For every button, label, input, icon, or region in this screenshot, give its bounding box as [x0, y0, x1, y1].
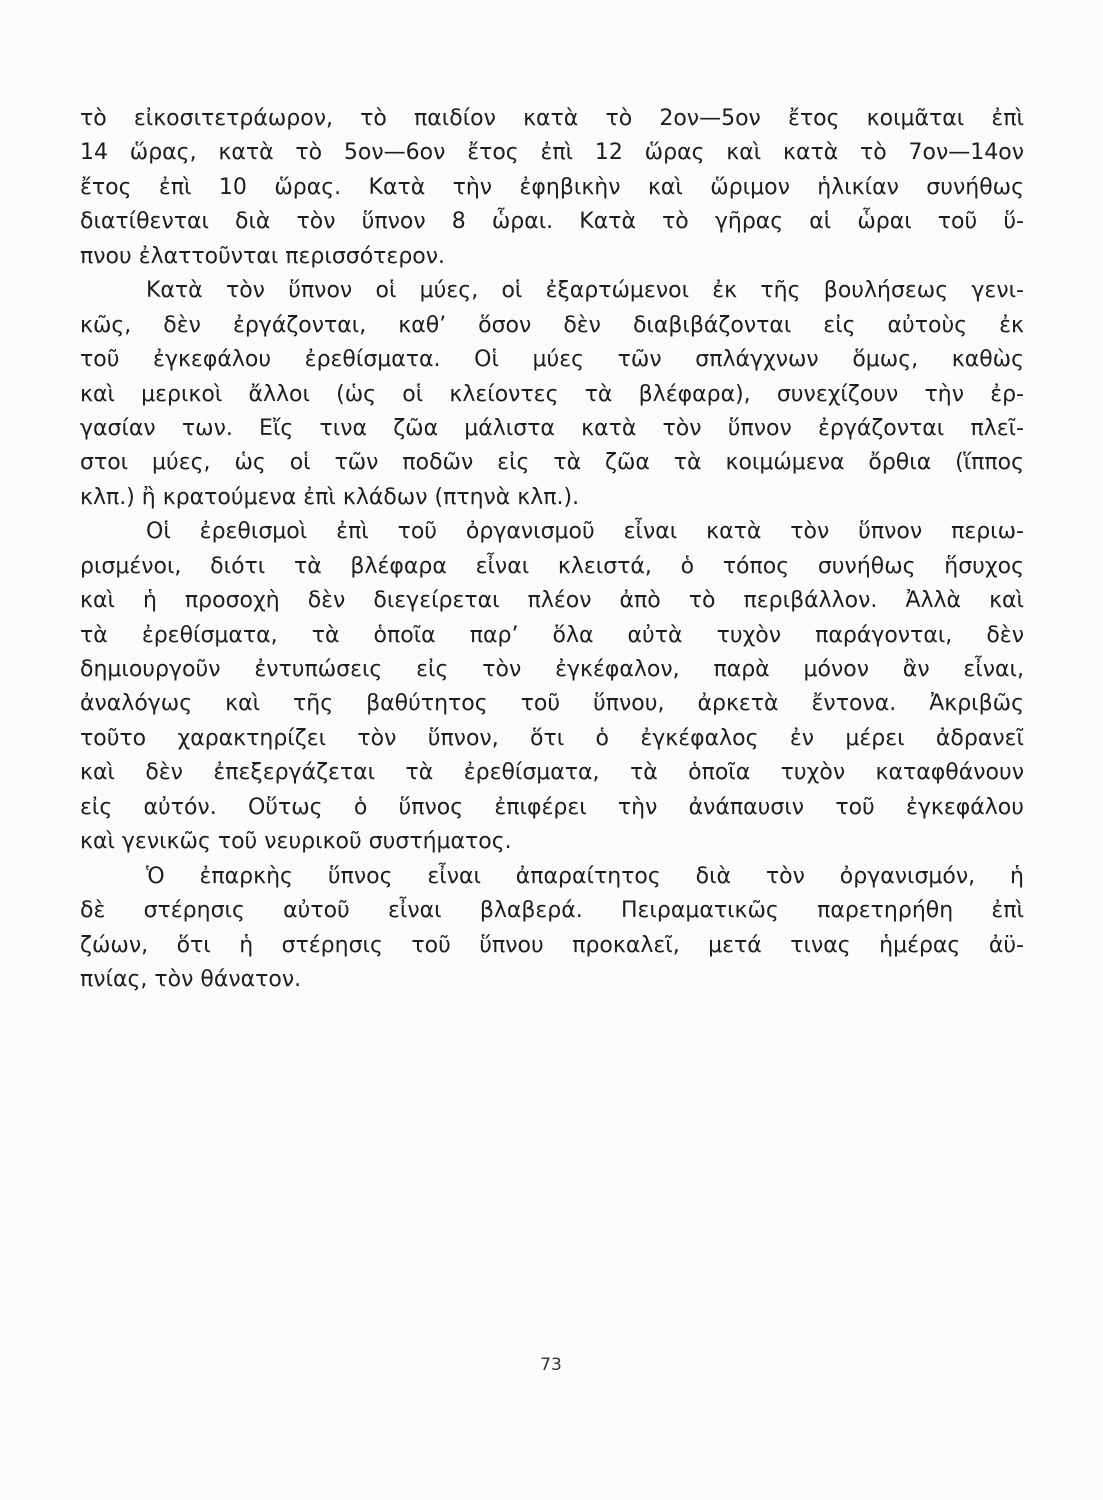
- text-line: 14 ὥρας, κατὰ τὸ 5ον—6ον ἔτος ἐπὶ 12 ὥρας καὶ κατὰ τὸ 7ον—14ον: [80, 140, 1024, 166]
- text-line: ἀναλόγως καὶ τῆς βαθύτητος τοῦ ὕπνου, ἀρκετὰ ἔντονα. Ἀκριβῶς: [80, 691, 1024, 717]
- text-line: τοῦτο χαρακτηρίζει τὸν ὕπνον, ὅτι ὁ ἐγκέφαλος ἐν μέρει ἀδρανεῖ: [80, 725, 1024, 751]
- text-line: τοῦ ἐγκεφάλου ἐρεθίσματα. Οἱ μύες τῶν σπλάγχνων ὅμως, καθὼς: [80, 347, 1024, 373]
- text-line: γασίαν των. Εἴς τινα ζῶα μάλιστα κατὰ τὸν ὕπνον ἐργάζονται πλεῖ-: [80, 415, 1024, 441]
- paragraph-first-line: Οἱ ἐρεθισμοὶ ἐπὶ τοῦ ὀργανισμοῦ εἶναι κατὰ τὸν ὕπνον περιω-: [146, 519, 1024, 545]
- text-line: καὶ δὲν ἐπεξεργάζεται τὰ ἐρεθίσματα, τὰ ὁποῖα τυχὸν καταφθάνουν: [80, 760, 1024, 786]
- text-line: τὰ ἐρεθίσματα, τὰ ὁποῖα παρ’ ὅλα αὐτὰ τυχὸν παράγονται, δὲν: [80, 622, 1024, 648]
- body-text: [80, 102, 1024, 997]
- text-line: ρισμένοι, διότι τὰ βλέφαρα εἶναι κλειστά, ὁ τόπος συνήθως ἥσυχος: [80, 553, 1024, 579]
- text-line: διατίθενται διὰ τὸν ὕπνον 8 ὧραι. Κατὰ τὸ γῆρας αἱ ὧραι τοῦ ὕ-: [80, 209, 1024, 235]
- paragraph-first-line: Κατὰ τὸν ὕπνον οἱ μύες, οἱ ἐξαρτώμενοι ἐκ τῆς βουλήσεως γενι-: [146, 278, 1024, 304]
- text-line: ζώων, ὅτι ἡ στέρησις τοῦ ὕπνου προκαλεῖ, μετά τινας ἡμέρας ἀϋ-: [80, 932, 1024, 958]
- text-line: πνου ἐλαττοῦνται περισσότερον.: [80, 243, 446, 269]
- text-line: καὶ μερικοὶ ἄλλοι (ὡς οἱ κλείοντες τὰ βλέφαρα), συνεχίζουν τὴν ἐρ-: [80, 381, 1024, 407]
- text-line: δημιουργοῦν ἐντυπώσεις εἰς τὸν ἐγκέφαλον, παρὰ μόνον ἂν εἶναι,: [80, 657, 1024, 682]
- text-line: δὲ στέρησις αὐτοῦ εἶναι βλαβερά. Πειραματικῶς παρετηρήθη ἐπὶ: [80, 898, 1024, 924]
- text-line: κλπ.) ἢ κρατούμενα ἐπὶ κλάδων (πτηνὰ κλπ.).: [80, 484, 580, 510]
- text-line: κῶς, δὲν ἐργάζονται, καθ’ ὅσον δὲν διαβιβάζονται εἰς αὐτοὺς ἐκ: [80, 312, 1024, 338]
- text-line: στοι μύες, ὡς οἱ τῶν ποδῶν εἰς τὰ ζῶα τὰ κοιμώμενα ὄρθια (ἵππος: [80, 450, 1024, 476]
- text-line: ἔτος ἐπὶ 10 ὥρας. Κατὰ τὴν ἐφηβικὴν καὶ ὥριμον ἡλικίαν συνήθως: [80, 174, 1024, 200]
- text-line: πνίας, τὸν θάνατον.: [80, 966, 302, 992]
- page-number: 73: [540, 1355, 562, 1375]
- paragraph-first-line: Ὁ ἐπαρκὴς ὕπνος εἶναι ἀπαραίτητος διὰ τὸν ὀργανισμόν, ἡ: [146, 863, 1024, 889]
- text-line: εἰς αὐτόν. Οὕτως ὁ ὕπνος ἐπιφέρει τὴν ἀνάπαυσιν τοῦ ἐγκεφάλου: [80, 794, 1024, 820]
- text-line: τὸ εἰκοσιτετράωρον, τὸ παιδίον κατὰ τὸ 2ον—5ον ἔτος κοιμᾶται ἐπὶ: [80, 106, 1024, 131]
- text-line: καὶ γενικῶς τοῦ νευρικοῦ συστήματος.: [80, 829, 512, 855]
- text-line: καὶ ἡ προσοχὴ δὲν διεγείρεται πλέον ἀπὸ τὸ περιβάλλον. Ἀλλὰ καὶ: [80, 588, 1024, 614]
